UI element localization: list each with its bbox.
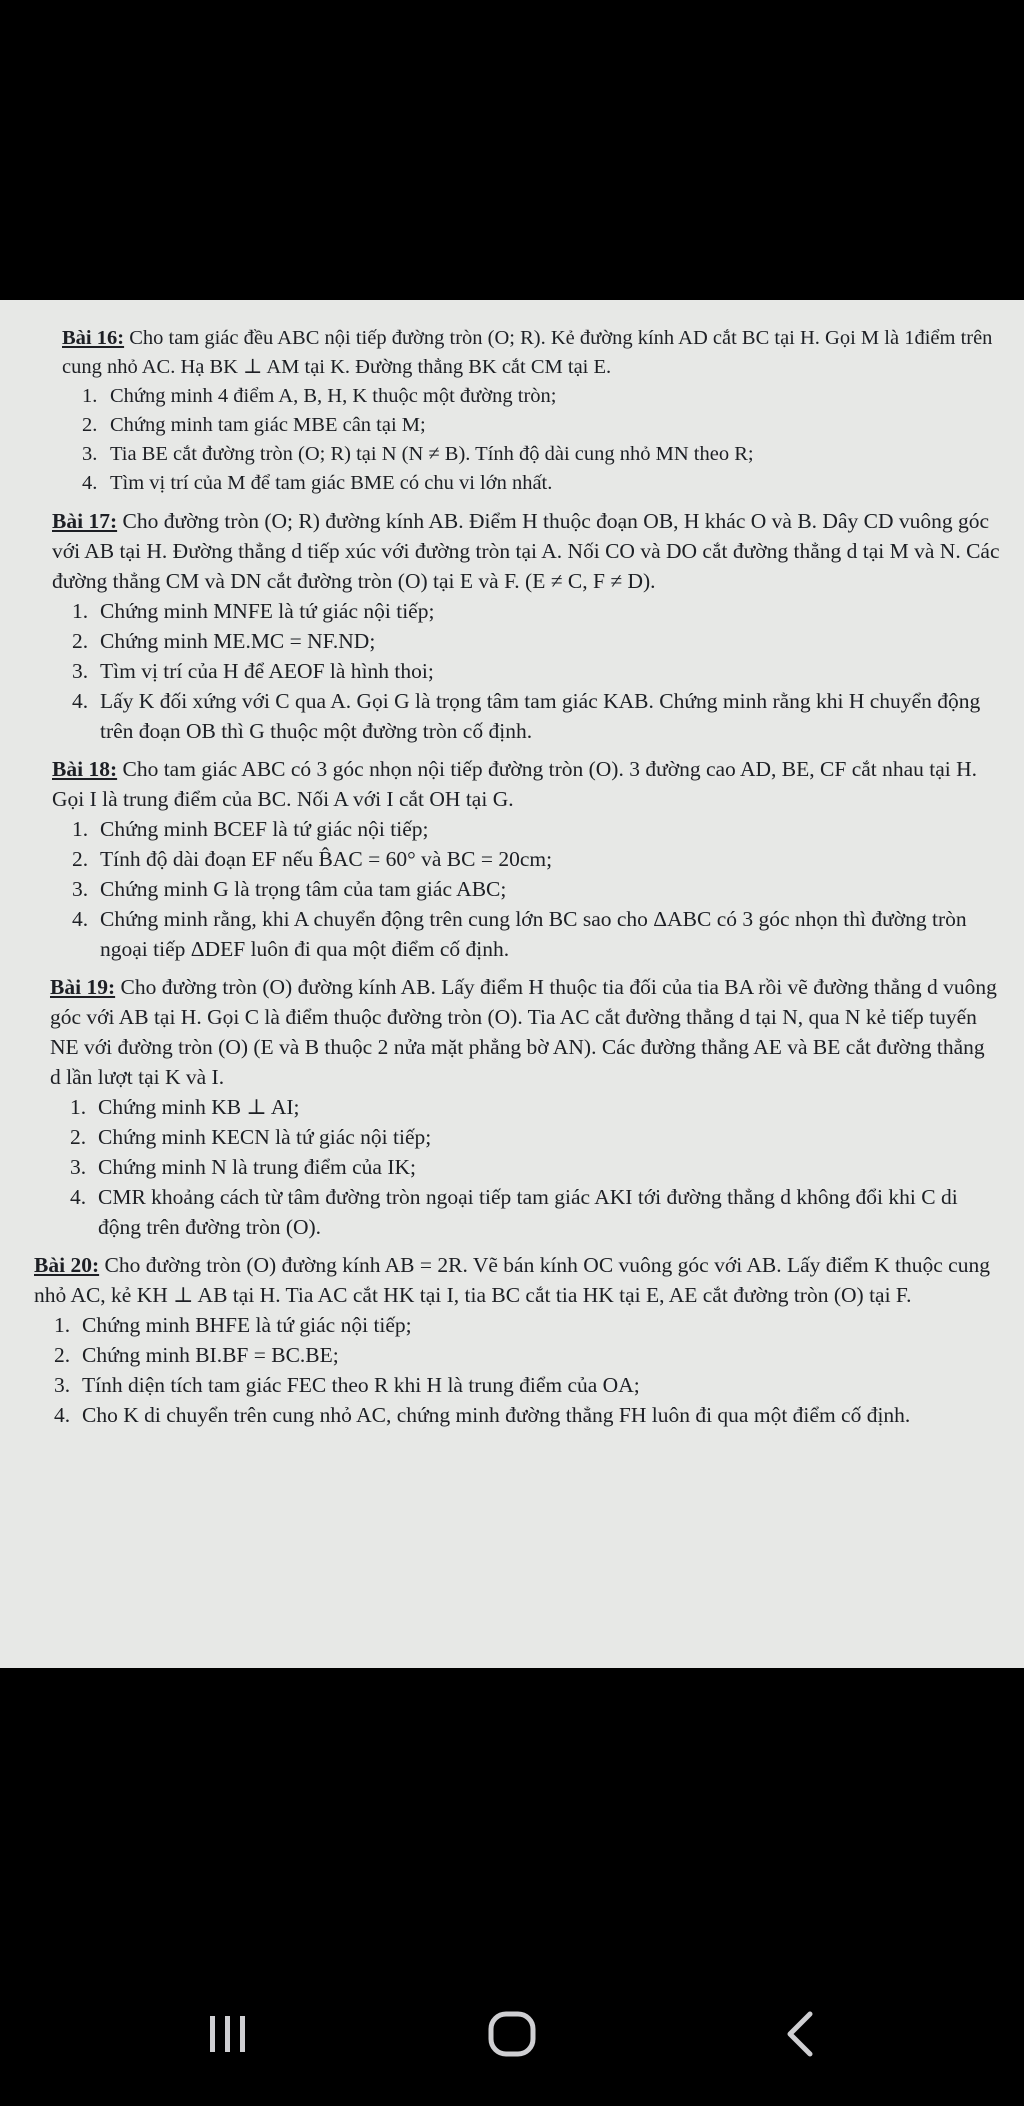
document-content [34, 324, 1000, 1438]
item-text: Chứng minh ME.MC = NF.ND; [100, 629, 376, 653]
item-text: Tính độ dài đoạn EF nếu B̂AC = 60° và BC = 20cm; [100, 847, 553, 871]
item-number: 4. [54, 1403, 71, 1427]
problem-intro: Cho đường tròn (O; R) đường kính AB. Điểm H thuộc đoạn OB, H khác O và B. Dây CD vuông góc với AB tại H. Đường thẳng d tiếp xúc với đường tròn tại A. Nối CO và DO cắt đường thẳng d tại M và N. Các đường thẳng CM và DN cắt đường tròn (O) tại E và F. (E ≠ C, F ≠ D). [52, 509, 1000, 593]
item-text: Tính diện tích tam giác FEC theo R khi H là trung điểm của OA; [82, 1373, 640, 1397]
list-item [50, 1092, 1000, 1122]
list-item [52, 844, 1000, 874]
item-number: 2. [54, 1343, 71, 1367]
item-number: 1. [82, 385, 98, 407]
item-text: CMR khoảng cách từ tâm đường tròn ngoại tiếp tam giác AKI tới đường thẳng d không đổi khi C di động trên đường tròn (O). [98, 1185, 958, 1239]
item-number: 4. [72, 689, 89, 713]
list-item [50, 1152, 1000, 1182]
item-text: Tia BE cắt đường tròn (O; R) tại N (N ≠ B). Tính độ dài cung nhỏ MN theo R; [110, 443, 754, 465]
android-navigation-bar [0, 1960, 1024, 2106]
item-number: 1. [70, 1095, 87, 1119]
item-number: 2. [72, 847, 89, 871]
list-item [52, 874, 1000, 904]
item-text: Chứng minh tam giác MBE cân tại M; [110, 414, 426, 436]
problem-19 [50, 972, 1000, 1242]
list-item [52, 596, 1000, 626]
problem-items [52, 596, 1000, 746]
list-item [62, 411, 1000, 440]
item-text: Lấy K đối xứng với C qua A. Gọi G là trọng tâm tam giác KAB. Chứng minh rằng khi H chuyển động trên đoạn OB thì G thuộc một đường tròn cố định. [100, 689, 981, 743]
problem-statement [52, 506, 1000, 596]
problem-items [52, 814, 1000, 964]
item-text: Tìm vị trí của H để AEOF là hình thoi; [100, 659, 434, 683]
item-text: Chứng minh BI.BF = BC.BE; [82, 1343, 339, 1367]
list-item [62, 469, 1000, 498]
item-number: 2. [82, 414, 98, 436]
item-number: 2. [72, 629, 89, 653]
problem-items [34, 1310, 1000, 1430]
problem-statement [50, 972, 1000, 1092]
item-text: Cho K di chuyển trên cung nhỏ AC, chứng minh đường thẳng FH luôn đi qua một điểm cố định. [82, 1403, 911, 1427]
item-number: 1. [72, 599, 89, 623]
list-item [34, 1400, 1000, 1430]
problem-statement [52, 754, 1000, 814]
list-item [52, 814, 1000, 844]
problem-title: Bài 18: [52, 757, 118, 781]
problem-17 [50, 506, 1000, 746]
list-item [52, 686, 1000, 746]
problem-title: Bài 19: [50, 975, 116, 999]
list-item [34, 1340, 1000, 1370]
list-item [50, 1122, 1000, 1152]
list-item [50, 1182, 1000, 1242]
problem-items [62, 382, 1000, 498]
item-number: 3. [82, 443, 98, 465]
problem-statement [62, 324, 1000, 382]
item-text: Chứng minh BCEF là tứ giác nội tiếp; [100, 817, 429, 841]
document-page [0, 300, 1024, 1668]
item-number: 1. [54, 1313, 71, 1337]
item-text: Chứng minh BHFE là tứ giác nội tiếp; [82, 1313, 412, 1337]
item-number: 4. [82, 472, 98, 494]
list-item [62, 382, 1000, 411]
item-number: 3. [70, 1155, 87, 1179]
item-text: Chứng minh KB ⊥ AI; [98, 1095, 300, 1119]
home-icon[interactable] [486, 2008, 538, 2060]
list-item [52, 656, 1000, 686]
item-number: 3. [72, 877, 89, 901]
problem-title: Bài 17: [52, 509, 118, 533]
problem-items [50, 1092, 1000, 1242]
problem-20 [34, 1250, 1000, 1430]
problem-16 [50, 324, 1000, 498]
problem-intro: Cho đường tròn (O) đường kính AB = 2R. Vẽ bán kính OC vuông góc với AB. Lấy điểm K thuộc cung nhỏ AC, kẻ KH ⊥ AB tại H. Tia AC cắt HK tại I, tia BC cắt tia HK tại E, AE cắt đường tròn (O) tại F. [34, 1253, 990, 1307]
list-item [34, 1310, 1000, 1340]
item-number: 2. [70, 1125, 87, 1149]
item-text: Chứng minh KECN là tứ giác nội tiếp; [98, 1125, 432, 1149]
problem-intro: Cho đường tròn (O) đường kính AB. Lấy điểm H thuộc tia đối của tia BA rồi vẽ đường thẳng d vuông góc với AB tại H. Gọi C là điểm thuộc đường tròn (O). Tia AC cắt đường thẳng d tại N, qua N kẻ tiếp tuyến NE với đường tròn (O) (E và B thuộc 2 nửa mặt phẳng bờ AN). Các đường thẳng AE và BE cắt đường thẳng d lần lượt tại K và I. [50, 975, 997, 1089]
item-number: 1. [72, 817, 89, 841]
list-item [52, 626, 1000, 656]
item-text: Chứng minh G là trọng tâm của tam giác ABC; [100, 877, 507, 901]
problem-intro: Cho tam giác ABC có 3 góc nhọn nội tiếp đường tròn (O). 3 đường cao AD, BE, CF cắt nhau tại H. Gọi I là trung điểm của BC. Nối A với I cắt OH tại G. [52, 757, 978, 811]
list-item [52, 904, 1000, 964]
problem-18 [50, 754, 1000, 964]
list-item [34, 1370, 1000, 1400]
recent-apps-icon[interactable] [204, 2008, 252, 2060]
item-text: Chứng minh N là trung điểm của IK; [98, 1155, 416, 1179]
item-text: Chứng minh rằng, khi A chuyển động trên cung lớn BC sao cho ΔABC có 3 góc nhọn thì đường tròn ngoại tiếp ΔDEF luôn đi qua một điểm cố định. [100, 907, 967, 961]
item-number: 3. [54, 1373, 71, 1397]
problem-statement [34, 1250, 1000, 1310]
list-item [62, 440, 1000, 469]
item-text: Chứng minh MNFE là tứ giác nội tiếp; [100, 599, 435, 623]
item-number: 4. [72, 907, 89, 931]
item-text: Chứng minh 4 điểm A, B, H, K thuộc một đường tròn; [110, 385, 557, 407]
problem-intro: Cho tam giác đều ABC nội tiếp đường tròn (O; R). Kẻ đường kính AD cắt BC tại H. Gọi M là 1điểm trên cung nhỏ AC. Hạ BK ⊥ AM tại K. Đường thẳng BK cắt CM tại E. [62, 327, 993, 378]
item-number: 4. [70, 1185, 87, 1209]
back-icon[interactable] [776, 2008, 824, 2060]
problem-title: Bài 20: [34, 1253, 100, 1277]
item-text: Tìm vị trí của M để tam giác BME có chu vi lớn nhất. [110, 472, 553, 494]
problem-title: Bài 16: [62, 327, 125, 349]
item-number: 3. [72, 659, 89, 683]
